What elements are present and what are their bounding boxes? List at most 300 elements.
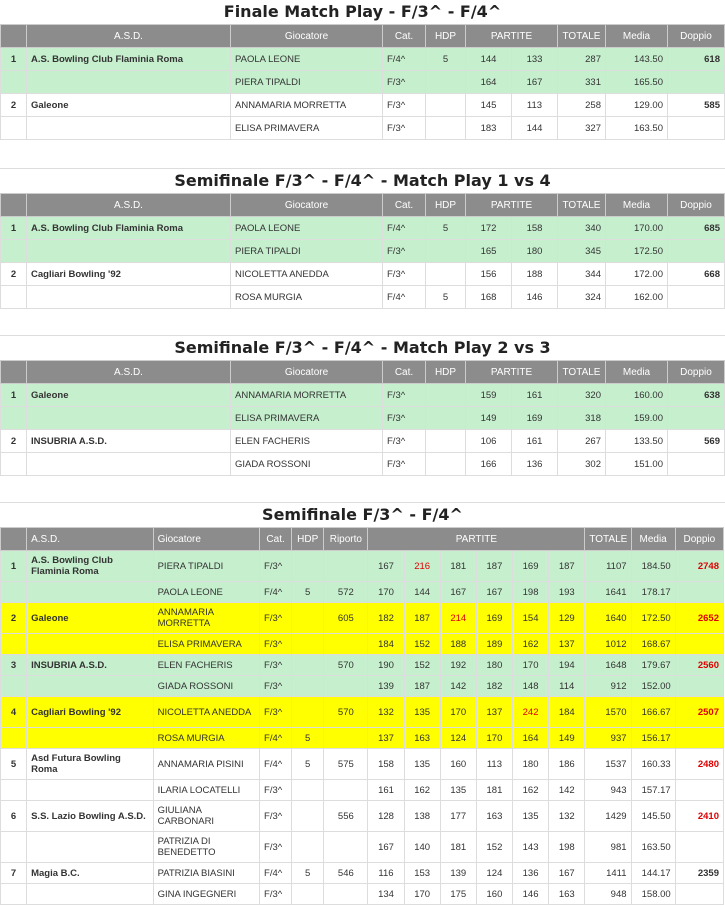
cell-asd	[27, 117, 231, 140]
cell-cat: F/3^	[260, 603, 292, 634]
column-header: Doppio	[668, 25, 725, 48]
cell-cat: F/3^	[260, 832, 292, 863]
cell-dbl	[675, 780, 723, 801]
cell-pos	[1, 728, 27, 749]
section-title: Semifinale F/3^ - F/4^ - Match Play 1 vs 4	[174, 171, 551, 190]
match-section	[0, 140, 725, 309]
column-header	[1, 25, 27, 48]
cell-dbl	[668, 71, 725, 94]
table-row	[1, 430, 725, 453]
table-row	[1, 863, 724, 884]
cell-cat: F/3^	[260, 697, 292, 728]
cell-avg: 165.50	[606, 71, 668, 94]
cell-tot: 340	[558, 217, 606, 240]
cell-g2: 169	[512, 407, 558, 430]
cell-dbl: 569	[668, 430, 725, 453]
section-title: Finale Match Play - F/3^ - F/4^	[223, 2, 502, 21]
cell-dbl: 2359	[675, 863, 723, 884]
cell-cat: F/4^	[383, 48, 426, 71]
cell-dbl	[668, 407, 725, 430]
cell-tot: 912	[585, 676, 631, 697]
cell-dbl	[668, 286, 725, 309]
column-header: TOTALE	[558, 361, 606, 384]
cell-g1: 164	[466, 71, 512, 94]
cell-hdp	[426, 117, 466, 140]
cell-dbl: 638	[668, 384, 725, 407]
column-header: Cat.	[383, 361, 426, 384]
cell-game: 188	[440, 634, 476, 655]
cell-pos	[1, 832, 27, 863]
cell-game: 163	[404, 728, 440, 749]
cell-cat: F/3^	[383, 453, 426, 476]
cell-pos: 7	[1, 863, 27, 884]
cell-cat: F/3^	[260, 655, 292, 676]
cell-game: 142	[549, 780, 585, 801]
cell-avg: 172.00	[606, 263, 668, 286]
cell-cat: F/4^	[260, 728, 292, 749]
cell-player: ILARIA LOCATELLI	[153, 780, 259, 801]
cell-hdp	[426, 453, 466, 476]
cell-avg: 179.67	[631, 655, 675, 676]
cell-tot: 1640	[585, 603, 631, 634]
cell-game: 114	[549, 676, 585, 697]
cell-hdp	[292, 780, 324, 801]
header-row	[1, 361, 725, 384]
cell-game: 198	[549, 832, 585, 863]
cell-player: ELISA PRIMAVERA	[231, 407, 383, 430]
cell-player: GIULIANA CARBONARI	[153, 801, 259, 832]
table-row	[1, 676, 724, 697]
cell-asd: S.S. Lazio Bowling A.S.D.	[27, 801, 154, 832]
cell-player: ANNAMARIA MORRETTA	[153, 603, 259, 634]
cell-game: 135	[440, 780, 476, 801]
cell-dbl	[675, 676, 723, 697]
cell-hdp	[426, 71, 466, 94]
cell-pos	[1, 71, 27, 94]
section-title: Semifinale F/3^ - F/4^ - Match Play 2 vs 3	[174, 338, 551, 357]
cell-pos	[1, 582, 27, 603]
column-header: PARTITE	[466, 194, 558, 217]
cell-avg: 156.17	[631, 728, 675, 749]
column-header: A.S.D.	[27, 25, 231, 48]
cell-cat: F/3^	[260, 676, 292, 697]
table-row	[1, 240, 725, 263]
cell-game: 124	[476, 863, 512, 884]
section-title: Semifinale F/3^ - F/4^	[262, 505, 463, 524]
cell-tot: 1107	[585, 551, 631, 582]
cell-rip	[324, 634, 368, 655]
cell-game: 216	[404, 551, 440, 582]
column-header: A.S.D.	[27, 361, 231, 384]
cell-g1: 168	[466, 286, 512, 309]
column-header: Doppio	[668, 361, 725, 384]
table-row	[1, 780, 724, 801]
match-table	[0, 193, 725, 309]
cell-cat: F/3^	[260, 801, 292, 832]
cell-asd: A.S. Bowling Club Flaminia Roma	[27, 48, 231, 71]
cell-pos	[1, 780, 27, 801]
cell-player: ELEN FACHERIS	[231, 430, 383, 453]
cell-tot: 943	[585, 780, 631, 801]
cell-game: 144	[404, 582, 440, 603]
cell-game: 181	[440, 832, 476, 863]
table-row	[1, 117, 725, 140]
cell-game: 187	[476, 551, 512, 582]
cell-dbl: 618	[668, 48, 725, 71]
cell-game: 180	[513, 749, 549, 780]
overall-section	[0, 476, 725, 905]
cell-pos	[1, 634, 27, 655]
cell-cat: F/3^	[383, 430, 426, 453]
cell-pos: 3	[1, 655, 27, 676]
table-row	[1, 71, 725, 94]
table-row	[1, 603, 724, 634]
cell-pos: 2	[1, 603, 27, 634]
header-row	[1, 528, 724, 551]
cell-g1: 149	[466, 407, 512, 430]
cell-hdp	[426, 384, 466, 407]
cell-asd: Cagliari Bowling '92	[27, 263, 231, 286]
cell-pos	[1, 453, 27, 476]
cell-player: ROSA MURGIA	[231, 286, 383, 309]
table-row	[1, 94, 725, 117]
cell-pos	[1, 407, 27, 430]
cell-cat: F/3^	[260, 780, 292, 801]
cell-asd	[27, 634, 154, 655]
cell-game: 182	[476, 676, 512, 697]
cell-player: NICOLETTA ANEDDA	[231, 263, 383, 286]
cell-asd: Magia B.C.	[27, 863, 154, 884]
cell-game: 170	[368, 582, 404, 603]
cell-tot: 345	[558, 240, 606, 263]
cell-cat: F/3^	[260, 551, 292, 582]
cell-avg: 168.67	[631, 634, 675, 655]
column-header: Riporto	[324, 528, 368, 551]
cell-cat: F/4^	[383, 286, 426, 309]
column-header: Giocatore	[231, 361, 383, 384]
cell-asd: Cagliari Bowling '92	[27, 697, 154, 728]
cell-tot: 1411	[585, 863, 631, 884]
cell-player: GIADA ROSSONI	[231, 453, 383, 476]
cell-rip: 572	[324, 582, 368, 603]
cell-game: 162	[404, 780, 440, 801]
table-row	[1, 634, 724, 655]
cell-tot: 287	[558, 48, 606, 71]
cell-tot: 1537	[585, 749, 631, 780]
cell-pos: 1	[1, 217, 27, 240]
cell-asd	[27, 676, 154, 697]
cell-rip: 570	[324, 655, 368, 676]
cell-cat: F/4^	[260, 749, 292, 780]
cell-dbl	[675, 582, 723, 603]
cell-pos: 2	[1, 94, 27, 117]
cell-pos: 2	[1, 430, 27, 453]
cell-dbl	[668, 117, 725, 140]
cell-cat: F/3^	[383, 94, 426, 117]
cell-g2: 188	[512, 263, 558, 286]
cell-avg: 160.33	[631, 749, 675, 780]
cell-player: PATRIZIA BIASINI	[153, 863, 259, 884]
cell-player: PAOLA LEONE	[231, 48, 383, 71]
cell-hdp: 5	[292, 582, 324, 603]
cell-cat: F/3^	[260, 884, 292, 905]
column-header	[1, 361, 27, 384]
cell-dbl: 2748	[675, 551, 723, 582]
cell-game: 198	[513, 582, 549, 603]
cell-game: 182	[368, 603, 404, 634]
cell-player: GIADA ROSSONI	[153, 676, 259, 697]
cell-asd	[27, 780, 154, 801]
cell-rip	[324, 780, 368, 801]
column-header: Media	[606, 361, 668, 384]
cell-rip	[324, 676, 368, 697]
column-header: PARTITE	[466, 25, 558, 48]
cell-game: 167	[549, 863, 585, 884]
column-header: PARTITE	[368, 528, 585, 551]
cell-pos	[1, 884, 27, 905]
cell-hdp	[426, 430, 466, 453]
cell-game: 189	[476, 634, 512, 655]
cell-game: 167	[368, 832, 404, 863]
column-header: HDP	[292, 528, 324, 551]
cell-game: 194	[549, 655, 585, 676]
cell-cat: F/3^	[383, 71, 426, 94]
cell-tot: 1641	[585, 582, 631, 603]
cell-cat: F/3^	[383, 240, 426, 263]
cell-cat: F/4^	[260, 582, 292, 603]
cell-game: 162	[513, 780, 549, 801]
table-row	[1, 832, 724, 863]
section-spacer	[0, 476, 725, 502]
cell-dbl	[675, 728, 723, 749]
cell-hdp	[292, 634, 324, 655]
column-header: Cat.	[383, 25, 426, 48]
column-header: TOTALE	[558, 194, 606, 217]
column-header: Media	[606, 194, 668, 217]
cell-player: GINA INGEGNERI	[153, 884, 259, 905]
cell-g2: 161	[512, 430, 558, 453]
cell-game: 135	[404, 749, 440, 780]
cell-game: 192	[440, 655, 476, 676]
cell-g2: 180	[512, 240, 558, 263]
cell-avg: 184.50	[631, 551, 675, 582]
cell-asd	[27, 407, 231, 430]
column-header: Doppio	[668, 194, 725, 217]
match-table	[0, 360, 725, 476]
cell-hdp	[426, 240, 466, 263]
cell-game: 177	[440, 801, 476, 832]
cell-hdp	[292, 603, 324, 634]
cell-dbl	[675, 634, 723, 655]
cell-dbl: 2560	[675, 655, 723, 676]
table-row	[1, 453, 725, 476]
cell-player: ELEN FACHERIS	[153, 655, 259, 676]
column-header	[1, 528, 27, 551]
cell-cat: F/4^	[260, 863, 292, 884]
cell-hdp	[292, 676, 324, 697]
header-row	[1, 25, 725, 48]
cell-g1: 145	[466, 94, 512, 117]
cell-pos: 1	[1, 48, 27, 71]
cell-tot: 981	[585, 832, 631, 863]
cell-tot: 948	[585, 884, 631, 905]
column-header	[1, 194, 27, 217]
cell-rip	[324, 551, 368, 582]
cell-game: 149	[549, 728, 585, 749]
cell-game: 158	[368, 749, 404, 780]
cell-pos	[1, 286, 27, 309]
cell-player: PIERA TIPALDI	[231, 240, 383, 263]
cell-player: PAOLA LEONE	[231, 217, 383, 240]
cell-game: 175	[440, 884, 476, 905]
cell-avg: 152.00	[631, 676, 675, 697]
match-section	[0, 0, 725, 140]
cell-cat: F/3^	[383, 384, 426, 407]
cell-rip: 575	[324, 749, 368, 780]
cell-rip: 546	[324, 863, 368, 884]
cell-cat: F/4^	[383, 217, 426, 240]
table-row	[1, 801, 724, 832]
cell-game: 163	[476, 801, 512, 832]
section-spacer	[0, 140, 725, 168]
cell-game: 161	[368, 780, 404, 801]
cell-asd: Galeone	[27, 384, 231, 407]
cell-avg: 145.50	[631, 801, 675, 832]
cell-game: 184	[368, 634, 404, 655]
cell-dbl: 585	[668, 94, 725, 117]
cell-game: 187	[549, 551, 585, 582]
cell-game: 138	[404, 801, 440, 832]
cell-game: 153	[404, 863, 440, 884]
cell-hdp	[426, 263, 466, 286]
cell-avg: 172.50	[631, 603, 675, 634]
cell-cat: F/3^	[383, 407, 426, 430]
cell-asd: Asd Futura Bowling Roma	[27, 749, 154, 780]
cell-avg: 133.50	[606, 430, 668, 453]
cell-dbl	[675, 884, 723, 905]
cell-game: 134	[368, 884, 404, 905]
cell-g2: 161	[512, 384, 558, 407]
cell-game: 124	[440, 728, 476, 749]
cell-asd: INSUBRIA A.S.D.	[27, 655, 154, 676]
cell-dbl	[675, 832, 723, 863]
cell-game: 170	[513, 655, 549, 676]
cell-game: 140	[404, 832, 440, 863]
cell-rip: 556	[324, 801, 368, 832]
cell-avg: 170.00	[606, 217, 668, 240]
cell-tot: 937	[585, 728, 631, 749]
cell-rip	[324, 832, 368, 863]
cell-game: 129	[549, 603, 585, 634]
cell-game: 164	[513, 728, 549, 749]
table-row	[1, 407, 725, 430]
cell-asd: A.S. Bowling Club Flaminia Roma	[27, 217, 231, 240]
cell-tot: 324	[558, 286, 606, 309]
column-header: TOTALE	[585, 528, 631, 551]
cell-pos: 6	[1, 801, 27, 832]
cell-game: 167	[476, 582, 512, 603]
match-section	[0, 309, 725, 476]
cell-g2: 113	[512, 94, 558, 117]
cell-player: NICOLETTA ANEDDA	[153, 697, 259, 728]
column-header: Media	[631, 528, 675, 551]
column-header: A.S.D.	[27, 194, 231, 217]
cell-game: 242	[513, 697, 549, 728]
cell-game: 135	[404, 697, 440, 728]
table-row	[1, 286, 725, 309]
cell-hdp	[292, 551, 324, 582]
section-spacer	[0, 309, 725, 335]
cell-rip	[324, 884, 368, 905]
cell-hdp	[292, 655, 324, 676]
cell-game: 136	[513, 863, 549, 884]
cell-avg: 158.00	[631, 884, 675, 905]
cell-g2: 144	[512, 117, 558, 140]
cell-dbl	[668, 240, 725, 263]
cell-asd	[27, 728, 154, 749]
cell-g2: 167	[512, 71, 558, 94]
cell-asd: Galeone	[27, 94, 231, 117]
cell-game: 170	[476, 728, 512, 749]
cell-game: 214	[440, 603, 476, 634]
cell-tot: 302	[558, 453, 606, 476]
cell-game: 152	[476, 832, 512, 863]
cell-pos: 2	[1, 263, 27, 286]
cell-avg: 172.50	[606, 240, 668, 263]
cell-player: ELISA PRIMAVERA	[153, 634, 259, 655]
cell-asd	[27, 71, 231, 94]
cell-cat: F/3^	[260, 634, 292, 655]
cell-tot: 318	[558, 407, 606, 430]
cell-g1: 166	[466, 453, 512, 476]
table-row	[1, 551, 724, 582]
cell-game: 152	[404, 634, 440, 655]
cell-game: 132	[368, 697, 404, 728]
cell-g2: 146	[512, 286, 558, 309]
cell-game: 116	[368, 863, 404, 884]
cell-avg: 163.50	[606, 117, 668, 140]
cell-game: 113	[476, 749, 512, 780]
cell-game: 184	[549, 697, 585, 728]
cell-hdp: 5	[292, 749, 324, 780]
cell-avg: 157.17	[631, 780, 675, 801]
table-row	[1, 884, 724, 905]
table-row	[1, 217, 725, 240]
cell-game: 193	[549, 582, 585, 603]
table-row	[1, 582, 724, 603]
cell-player: PIERA TIPALDI	[231, 71, 383, 94]
table-row	[1, 749, 724, 780]
column-header: Cat.	[260, 528, 292, 551]
cell-g2: 158	[512, 217, 558, 240]
cell-game: 163	[549, 884, 585, 905]
table-row	[1, 384, 725, 407]
cell-game: 148	[513, 676, 549, 697]
column-header: A.S.D.	[27, 528, 154, 551]
cell-g1: 144	[466, 48, 512, 71]
cell-g1: 106	[466, 430, 512, 453]
cell-g1: 183	[466, 117, 512, 140]
cell-game: 180	[476, 655, 512, 676]
cell-pos: 1	[1, 551, 27, 582]
cell-game: 170	[404, 884, 440, 905]
cell-pos: 1	[1, 384, 27, 407]
column-header: Giocatore	[231, 194, 383, 217]
table-row	[1, 655, 724, 676]
cell-game: 167	[440, 582, 476, 603]
cell-dbl: 668	[668, 263, 725, 286]
cell-pos: 4	[1, 697, 27, 728]
